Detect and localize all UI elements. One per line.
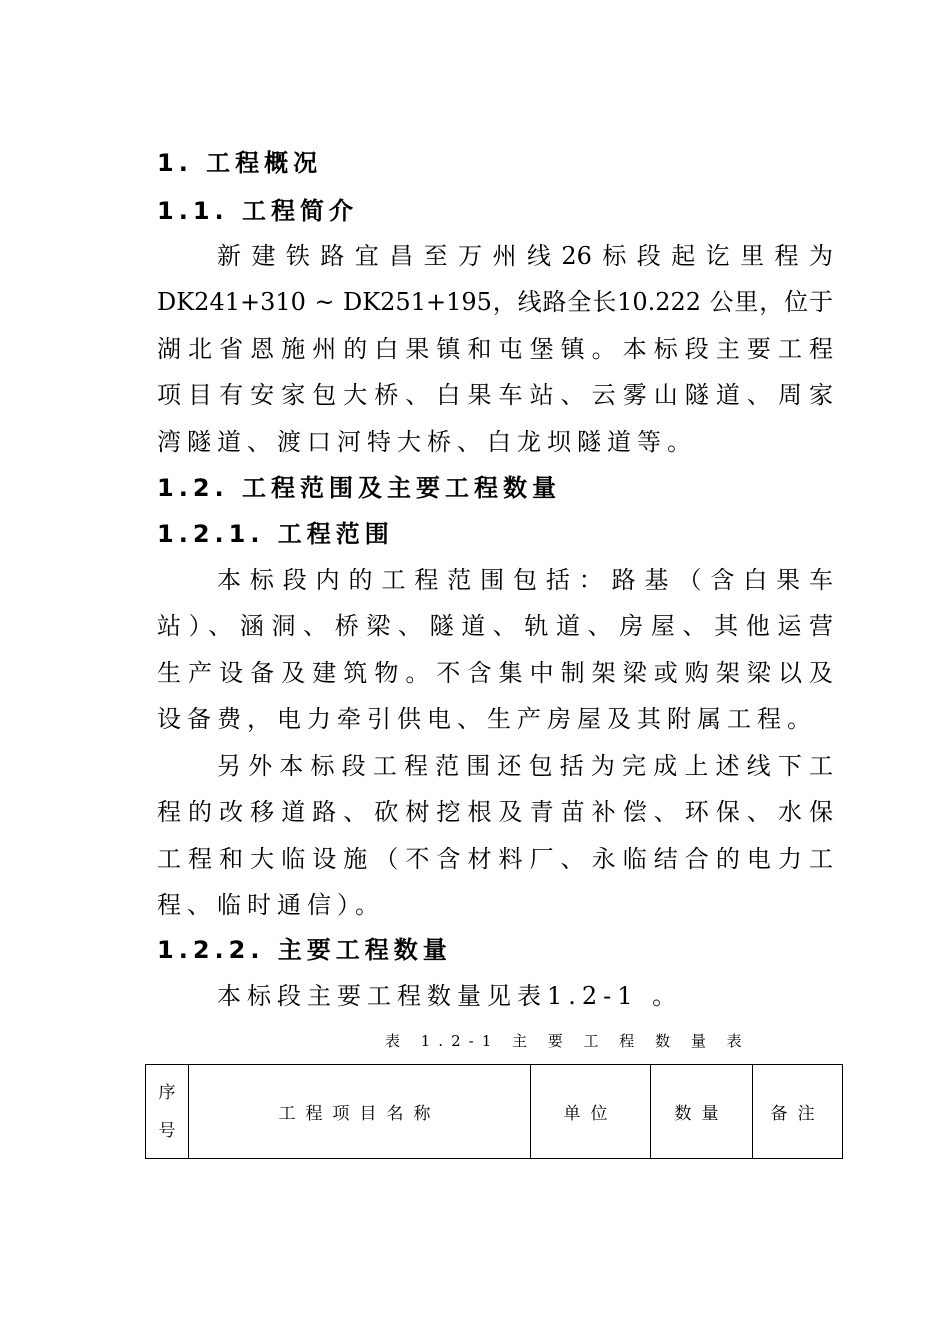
scope-line-2: 站）、涵洞、桥梁、隧道、轨道、房屋、其他运营 bbox=[157, 612, 833, 640]
extra-line-4: 程、临时通信）。 bbox=[157, 891, 385, 919]
header-serial-number bbox=[146, 1065, 189, 1159]
heading-1-2: 1.2. 工程范围及主要工程数量 bbox=[157, 474, 561, 502]
extra-line-1: 另外本标段工程范围还包括为完成上述线下工 bbox=[217, 752, 833, 780]
heading-1-1: 1.1. 工程简介 bbox=[157, 197, 358, 225]
qty-line: 本标段主要工程数量见表1.2-1 。 bbox=[217, 982, 683, 1010]
header-serial-line-1: 序 bbox=[158, 1082, 176, 1103]
header-project-name: 工程项目名称 bbox=[189, 1065, 531, 1159]
quantity-table bbox=[145, 1064, 843, 1159]
header-quantity: 数量 bbox=[651, 1065, 753, 1159]
heading-1-2-2: 1.2.2. 主要工程数量 bbox=[157, 936, 452, 964]
header-unit: 单位 bbox=[531, 1065, 651, 1159]
table-caption: 表 1.2-1 主 要 工 程 数 量 表 bbox=[385, 1032, 750, 1050]
header-serial-line-2: 号 bbox=[158, 1120, 176, 1141]
scope-line-4: 设备费，电力牵引供电、生产房屋及其附属工程。 bbox=[157, 705, 817, 733]
table-header-row bbox=[146, 1065, 843, 1159]
extra-line-2: 程的改移道路、砍树挖根及青苗补偿、环保、水保 bbox=[157, 798, 833, 826]
scope-line-1: 本标段内的工程范围包括：路基（含白果车 bbox=[217, 566, 833, 594]
scope-line-3: 生产设备及建筑物。不含集中制架梁或购架梁以及 bbox=[157, 659, 833, 687]
heading-1-2-1: 1.2.1. 工程范围 bbox=[157, 520, 394, 548]
intro-line-4: 项目有安家包大桥、白果车站、云雾山隧道、周家 bbox=[157, 381, 833, 409]
heading-1: 1. 工程概况 bbox=[157, 149, 323, 177]
intro-line-2: DK241+310 ~ DK251+195，线路全长10.222 公里，位于 bbox=[157, 288, 833, 316]
header-remark: 备注 bbox=[753, 1065, 843, 1159]
intro-line-1: 新建铁路宜昌至万州线26标段起讫里程为 bbox=[217, 242, 833, 270]
intro-line-3: 湖北省恩施州的白果镇和屯堡镇。本标段主要工程 bbox=[157, 335, 833, 363]
intro-line-5: 湾隧道、渡口河特大桥、白龙坝隧道等。 bbox=[157, 428, 697, 456]
extra-line-3: 工程和大临设施（不含材料厂、永临结合的电力工 bbox=[157, 845, 833, 873]
